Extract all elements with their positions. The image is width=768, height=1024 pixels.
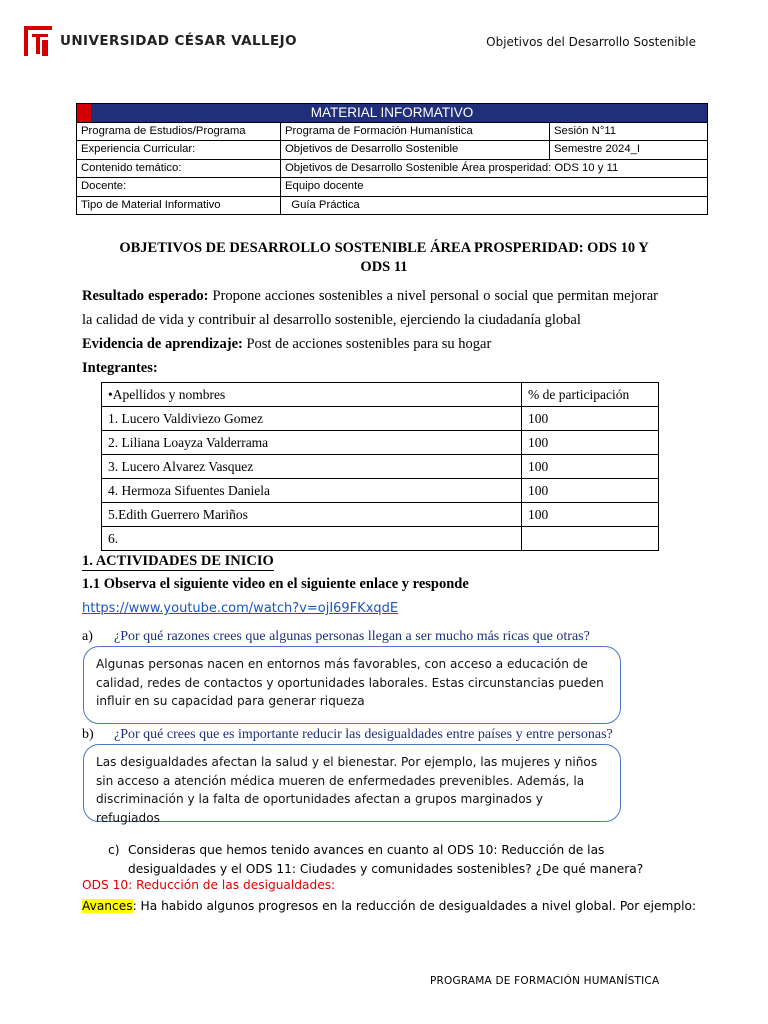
table-header-row [102, 383, 659, 407]
row-value: Programa de Formación Humanística [281, 122, 550, 141]
table-row [77, 141, 708, 160]
question-a: a) ¿Por qué razones crees que algunas personas llegan a ser mucho más ricas que otras? [82, 629, 590, 644]
row-label: Contenido temático: [77, 159, 281, 178]
row-label: Tipo de Material Informativo [77, 196, 281, 215]
member-name: 3. Lucero Alvarez Vasquez [102, 455, 522, 479]
expected-result: Resultado esperado: Propone acciones sostenibles a nivel personal o social que permitan mejorar la calidad de vida y contribuir al desarrollo sostenible, ejerciendo la ciudadanía global [82, 288, 658, 328]
member-name: 5.Edith Guerrero Mariños [102, 503, 522, 527]
member-name: 6. [102, 527, 522, 551]
red-corner-mark [77, 104, 91, 122]
row-label: Docente: [77, 178, 281, 197]
table-row [77, 196, 708, 215]
member-name: 1. Lucero Valdiviezo Gomez [102, 407, 522, 431]
row-label: Experiencia Curricular: [77, 141, 281, 160]
subsection-title: 1.1 Observa el siguiente video en el siguiente enlace y responde [82, 576, 469, 592]
member-participation: 100 [522, 479, 659, 503]
member-participation [522, 527, 659, 551]
member-participation: 100 [522, 431, 659, 455]
page-footer: PROGRAMA DE FORMACIÓN HUMANÍSTICA [430, 975, 660, 987]
row-value: Objetivos de Desarrollo Sostenible [281, 141, 550, 160]
avances-line: Avances: Ha habido algunos progresos en la reducción de desigualdades a nivel global. Por ejemplo: [82, 899, 697, 913]
row-label: Programa de Estudios/Programa [77, 122, 281, 141]
question-c: c) Consideras que hemos tenido avances en cuanto al ODS 10: Reducción de las desigualdades y el ODS 11: Ciudades y comunidades sostenibles? ¿De qué manera? [108, 843, 644, 876]
member-name: 2. Liliana Loayza Valderrama [102, 431, 522, 455]
question-b: b) ¿Por qué crees que es importante reducir las desigualdades entre países y entre personas? [82, 727, 613, 742]
answer-a-box[interactable]: Algunas personas nacen en entornos más favorables, con acceso a educación de calidad, redes de contactos y oportunidades laborales. Estas circunstancias pueden influir en su capacidad para generar riqueza [83, 646, 621, 724]
member-participation: 100 [522, 503, 659, 527]
column-header: % de participación [522, 383, 659, 407]
university-logo-icon [24, 26, 52, 56]
university-name: UNIVERSIDAD CÉSAR VALLEJO [60, 33, 297, 49]
members-table [101, 382, 659, 551]
row-extra: Semestre 2024_I [550, 141, 708, 160]
row-value: Guía Práctica [281, 196, 708, 215]
table-row [102, 503, 659, 527]
row-value: Objetivos de Desarrollo Sostenible Área prosperidad: ODS 10 y 11 [281, 159, 708, 178]
header-title: Objetivos del Desarrollo Sostenible [486, 35, 696, 49]
table-row [102, 455, 659, 479]
members-label: Integrantes: [82, 360, 158, 376]
answer-b-box[interactable]: Las desigualdades afectan la salud y el bienestar. Por ejemplo, las mujeres y niños sin acceso a atención médica mueren de enfermedades prevenibles. Además, la discriminación y la falta de oportunidades afectan a grupos marginados y refugiados [83, 744, 621, 822]
material-info-table [76, 103, 708, 215]
table-row [102, 431, 659, 455]
table-row [102, 527, 659, 551]
table-row [102, 479, 659, 503]
document-title: OBJETIVOS DE DESARROLLO SOSTENIBLE ÁREA PROSPERIDAD: ODS 10 Y ODS 11 [119, 240, 649, 275]
table-row [77, 159, 708, 178]
row-value: Equipo docente [281, 178, 708, 197]
column-header: •Apellidos y nombres [102, 383, 522, 407]
table-row [77, 122, 708, 141]
row-extra: Sesión N°11 [550, 122, 708, 141]
member-name: 4. Hermoza Sifuentes Daniela [102, 479, 522, 503]
table-row [102, 407, 659, 431]
material-info-title: MATERIAL INFORMATIVO [77, 104, 708, 123]
learning-evidence: Evidencia de aprendizaje: Post de acciones sostenibles para su hogar [82, 336, 492, 352]
ods10-title: ODS 10: Reducción de las desigualdades: [82, 878, 336, 892]
member-participation: 100 [522, 407, 659, 431]
section-title: 1. ACTIVIDADES DE INICIO [82, 553, 274, 569]
member-participation: 100 [522, 455, 659, 479]
table-row [77, 178, 708, 197]
youtube-link[interactable]: https://www.youtube.com/watch?v=ojI69FKxqdE [82, 601, 399, 616]
